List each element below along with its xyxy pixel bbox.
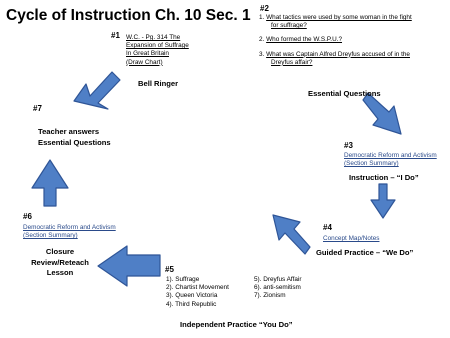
step3-details [344, 152, 437, 168]
step5-right-list [254, 276, 301, 301]
step1-number: #1 [111, 31, 120, 40]
step6-number: #6 [23, 212, 32, 221]
step6-link[interactable]: Democratic Reform and Activism [23, 224, 116, 231]
question-text: Who formed the W.S.P.U.? [266, 36, 343, 44]
term-item: 7). Zionism [254, 292, 286, 300]
step4-stage-label: Guided Practice – “We Do” [316, 248, 414, 257]
arrow-up-left [32, 160, 68, 206]
term-item: 3). Queen Victoria [166, 292, 218, 300]
question-2 [259, 36, 449, 44]
stage-line: Essential Questions [38, 137, 111, 147]
step1-line: In Great Britain [126, 50, 169, 58]
step2-stage-label: Essential Questions [308, 89, 381, 98]
step4-number: #4 [323, 223, 332, 232]
arrow-down-right-top [363, 93, 401, 134]
step3-stage-label: Instruction – “I Do” [349, 173, 419, 182]
arrow-down-left-bottom [273, 215, 310, 254]
question-prefix: 2. [259, 36, 265, 44]
step3-number: #3 [344, 141, 353, 150]
step2-number: #2 [260, 4, 269, 13]
step3-link[interactable]: Democratic Reform and Activism [344, 152, 437, 159]
step5-number: #5 [165, 265, 174, 274]
step6-stage-label [16, 247, 104, 279]
stage-line: Closure [45, 247, 75, 256]
step4-details [323, 235, 379, 243]
term-item: 2). Chartist Movement [166, 284, 229, 292]
question-prefix: 3. [259, 50, 265, 58]
step6-details [23, 224, 116, 240]
step4-link[interactable]: Concept Map/Notes [323, 235, 380, 242]
step5-left-list [166, 276, 229, 309]
step1-stage-label: Bell Ringer [138, 79, 179, 88]
question-text: for suffrage? [271, 22, 307, 30]
term-item: 6). anti-semitism [254, 284, 301, 292]
question-prefix: 1. [259, 14, 265, 21]
step1-details [126, 34, 189, 67]
slide-title: Cycle of Instruction Ch. 10 Sec. 1 [6, 7, 251, 24]
term-item: 4). Third Republic [166, 300, 217, 308]
arrow-up-right [74, 72, 120, 109]
step7-stage-label [38, 127, 111, 148]
arrow-left-bottom [98, 246, 160, 286]
step2-questions [259, 14, 449, 67]
question-text: What tactics were used by some woman in the fight [266, 14, 412, 21]
step1-line: (Draw Chart) [126, 58, 163, 66]
step1-line: W.C. - Pg. 314 The [126, 34, 181, 41]
term-item: 1). Suffrage [166, 276, 200, 283]
arrow-down-right-side [371, 184, 395, 218]
step7-number: #7 [33, 104, 42, 113]
question-text: What was Captain Alfred Dreyfus accused of in the [266, 50, 410, 58]
stage-line: Teacher answers [38, 127, 100, 136]
step6-link[interactable]: (Section Summary) [23, 232, 78, 240]
step1-line: Expansion of Suffrage [126, 42, 189, 50]
question-3 [259, 51, 449, 67]
step3-link[interactable]: (Section Summary) [344, 160, 399, 168]
question-1 [259, 14, 449, 30]
step5-stage-label: Independent Practice “You Do” [180, 320, 293, 329]
term-item: 5). Dreyfus Affair [254, 276, 302, 283]
stage-line: Review/Reteach [31, 257, 89, 267]
question-text: Dreyfus affair? [271, 58, 313, 66]
stage-line: Lesson [46, 268, 74, 277]
